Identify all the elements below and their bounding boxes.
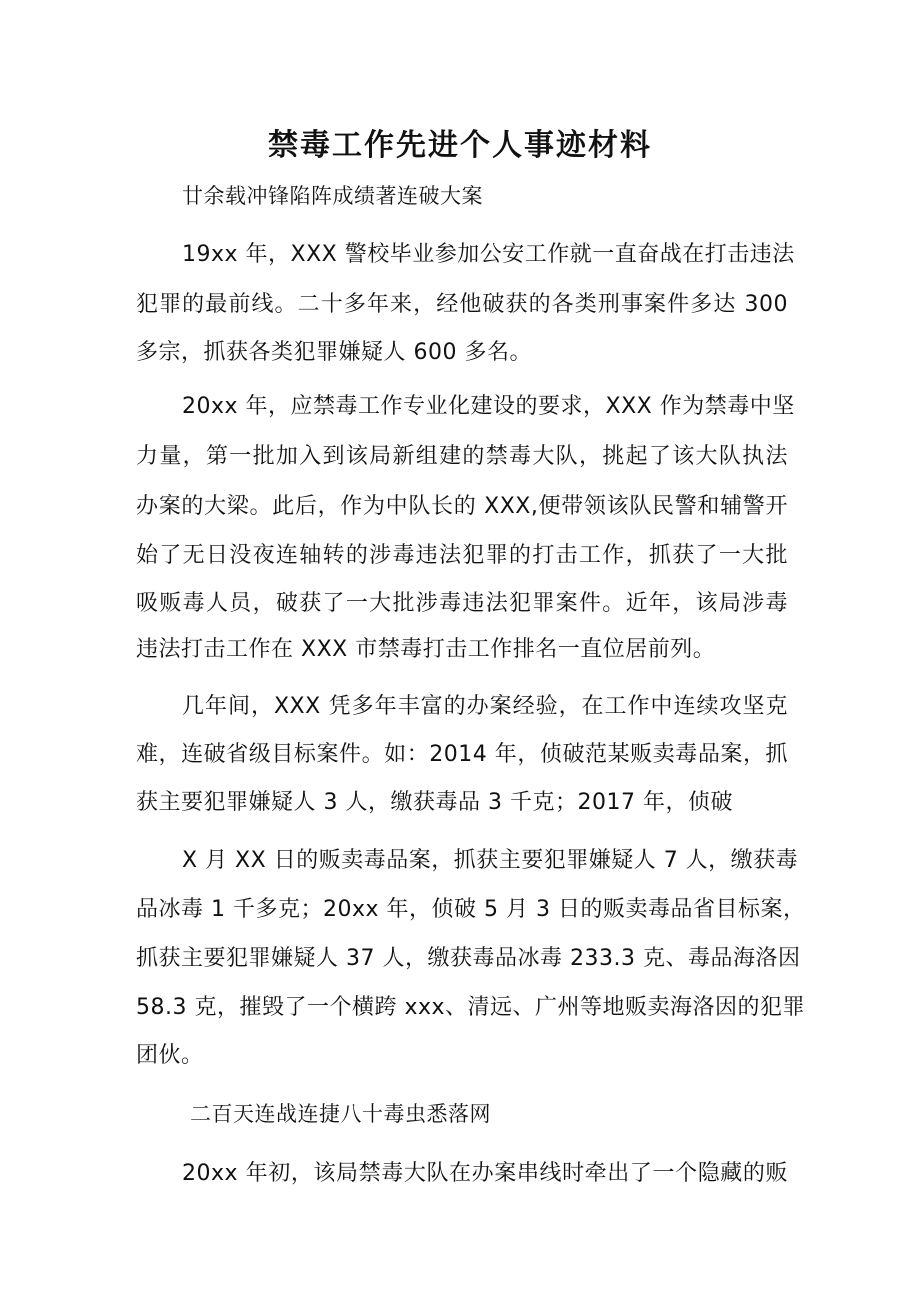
paragraph-line: 吸贩毒人员，破获了一大批涉毒违法犯罪案件。近年，该局涉毒 <box>136 591 788 616</box>
paragraph-line: 始了无日没夜连轴转的涉毒违法犯罪的打击工作，抓获了一大批 <box>136 543 788 568</box>
section-heading: 廿余载冲锋陷阵成绩著连破大案 <box>182 184 483 208</box>
paragraph-line: 多宗，抓获各类犯罪嫌疑人 600 多名。 <box>136 340 532 365</box>
paragraph-line: 团伙。 <box>136 1043 204 1068</box>
paragraph-line: 难，连破省级目标案件。如：2014 年，侦破范某贩卖毒品案，抓 <box>136 742 788 767</box>
paragraph-line: 20xx 年初，该局禁毒大队在办案串线时牵出了一个隐藏的贩 <box>182 1161 788 1186</box>
paragraph-line: 抓获主要犯罪嫌疑人 37 人，缴获毒品冰毒 233.3 克、毒品海洛因 <box>136 946 801 971</box>
paragraph-line: 19xx 年，XXX 警校毕业参加公安工作就一直奋战在打击违法 <box>182 242 795 267</box>
document-title: 禁毒工作先进个人事迹材料 <box>268 128 652 163</box>
paragraph-line: 20xx 年，应禁毒工作专业化建设的要求，XXX 作为禁毒中坚 <box>182 394 795 419</box>
paragraph-line: 获主要犯罪嫌疑人 3 人，缴获毒品 3 千克；2017 年，侦破 <box>136 790 733 815</box>
paragraph-line: 犯罪的最前线。二十多年来，经他破获的各类刑事案件多达 300 <box>136 292 788 317</box>
paragraph-line: 违法打击工作在 XXX 市禁毒打击工作排名一直位居前列。 <box>136 637 716 662</box>
paragraph-line: 58.3 克，摧毁了一个横跨 xxx、清远、广州等地贩卖海洛因的犯罪 <box>136 995 806 1020</box>
paragraph-line: 办案的大梁。此后，作为中队长的 XXX,便带领该队民警和辅警开 <box>136 494 788 519</box>
paragraph-line: X 月 XX 日的贩卖毒品案，抓获主要犯罪嫌疑人 7 人，缴获毒 <box>182 848 799 873</box>
section-heading: 二百天连战连捷八十毒虫悉落网 <box>190 1102 491 1126</box>
paragraph-line: 几年间，XXX 凭多年丰富的办案经验，在工作中连续攻坚克 <box>182 694 788 719</box>
paragraph-line: 品冰毒 1 千多克；20xx 年，侦破 5 月 3 日的贩卖毒品省目标案， <box>136 897 806 922</box>
paragraph-line: 力量，第一批加入到该局新组建的禁毒大队，挑起了该大队执法 <box>136 444 788 469</box>
